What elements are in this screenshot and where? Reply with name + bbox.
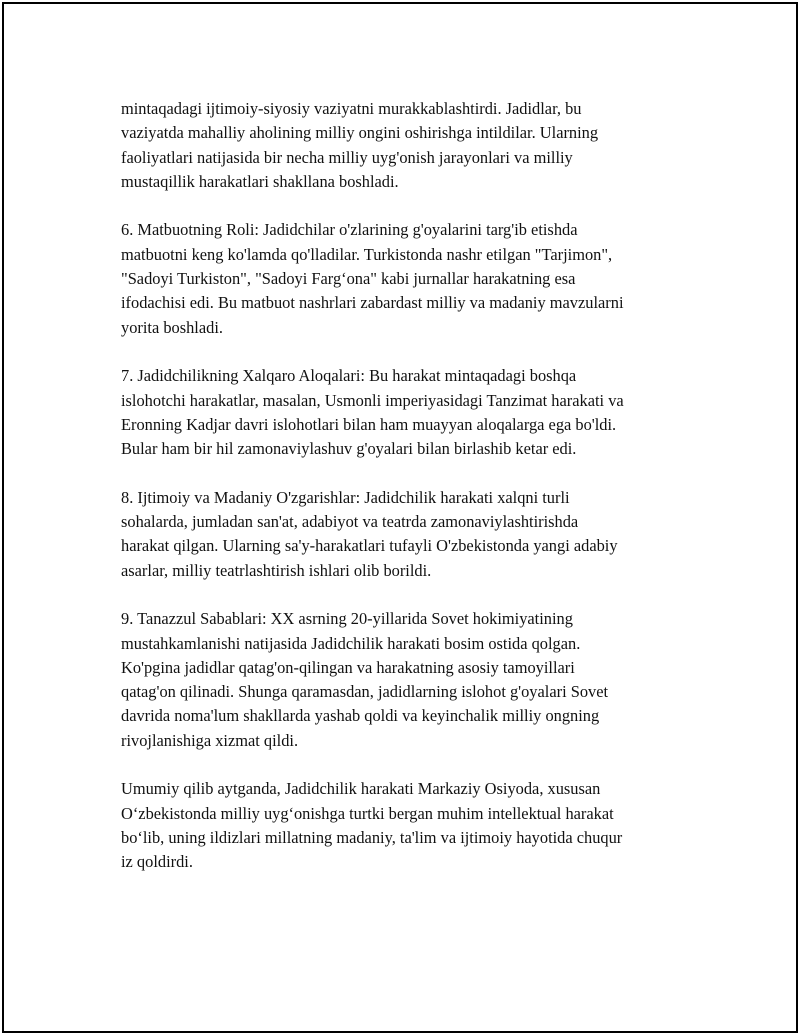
text-line: matbuotni keng ko'lamda qo'lladilar. Turkistonda nashr etilgan "Tarjimon", (121, 244, 613, 264)
text-line: O‘zbekistonda milliy uyg‘onishga turtki bergan muhim intellektual harakat (121, 803, 614, 823)
text-line: bo‘lib, uning ildizlari millatning madaniy, ta'lim va ijtimoiy hayotida chuqur (121, 827, 623, 847)
text-line: Umumiy qilib aytganda, Jadidchilik harakati Markaziy Osiyoda, xususan (121, 779, 601, 799)
text-line: faoliyatlari natijasida bir necha milliy uyg'onish jarayonlari va milliy (121, 147, 573, 167)
text-line: qatag'on qilinadi. Shunga qaramasdan, jadidlarning islohot g'oyalari Sovet (121, 682, 609, 702)
text-line: mintaqadagi ijtimoiy-siyosiy vaziyatni murakkablashtirdi. Jadidlar, bu (121, 99, 582, 118)
text-line: mustahkamlanishi natijasida Jadidchilik harakati bosim ostida qolgan. (121, 633, 581, 653)
paragraph-ijtimoiy-madaniy (121, 486, 691, 583)
text-line: davrida noma'lum shakllarda yashab qoldi va keyinchalik milliy ongning (121, 706, 600, 726)
text-line: sohalarda, jumladan san'at, adabiyot va teatrda zamonaviylashtirishda (121, 512, 579, 532)
paragraph-tanazzul-sabablari (121, 607, 691, 753)
text-line: 6. Matbuotning Roli: Jadidchilar o'zlarining g'oyalarini targ'ib etishda (121, 220, 578, 240)
text-line: ifodachisi edi. Bu matbuot nashrlari zabardast milliy va madaniy mavzularni (121, 293, 624, 313)
text-line: 8. Ijtimoiy va Madaniy O'zgarishlar: Jadidchilik harakati xalqni turli (121, 487, 570, 507)
text-line: iz qoldirdi. (121, 852, 193, 872)
text-line: asarlar, milliy teatrlashtirish ishlari olib borildi. (121, 560, 432, 580)
text-line: yorita boshladi. (121, 317, 223, 337)
text-line: islohotchi harakatlar, masalan, Usmonli imperiyasidagi Tanzimat harakati va (121, 390, 624, 410)
text-line: mustaqillik harakatlari shakllana boshladi. (121, 171, 399, 191)
text-line: 9. Tanazzul Sabablari: XX asrning 20-yillarida Sovet hokimiyatining (121, 609, 573, 629)
paragraph-xalqaro-aloqalar (121, 364, 691, 461)
text-line: Ko'pgina jadidlar qatag'on-qilingan va harakatning asosiy tamoyillari (121, 657, 575, 677)
text-line: rivojlanishiga xizmat qildi. (121, 730, 299, 750)
text-line: Eronning Kadjar davri islohotlari bilan ham muayyan aloqalarga ega bo'ldi. (121, 414, 617, 434)
page-frame (2, 2, 798, 1033)
text-line: 7. Jadidchilikning Xalqaro Aloqalari: Bu harakat mintaqadagi boshqa (121, 366, 577, 386)
paragraph-matbuot-roli (121, 218, 691, 339)
document-body (121, 97, 691, 899)
paragraph-conclusion (121, 777, 691, 874)
text-line: "Sadoyi Turkiston", "Sadoyi Farg‘ona" kabi jurnallar harakatning esa (121, 269, 576, 289)
paragraph-intro-continuation (121, 97, 691, 194)
text-line: Bular ham bir hil zamonaviylashuv g'oyalari bilan birlashib ketar edi. (121, 439, 577, 459)
text-line: vaziyatda mahalliy aholining milliy ongini oshirishga intildilar. Ularning (121, 123, 599, 143)
text-line: harakat qilgan. Ularning sa'y-harakatlari tufayli O'zbekistonda yangi adabiy (121, 536, 618, 556)
